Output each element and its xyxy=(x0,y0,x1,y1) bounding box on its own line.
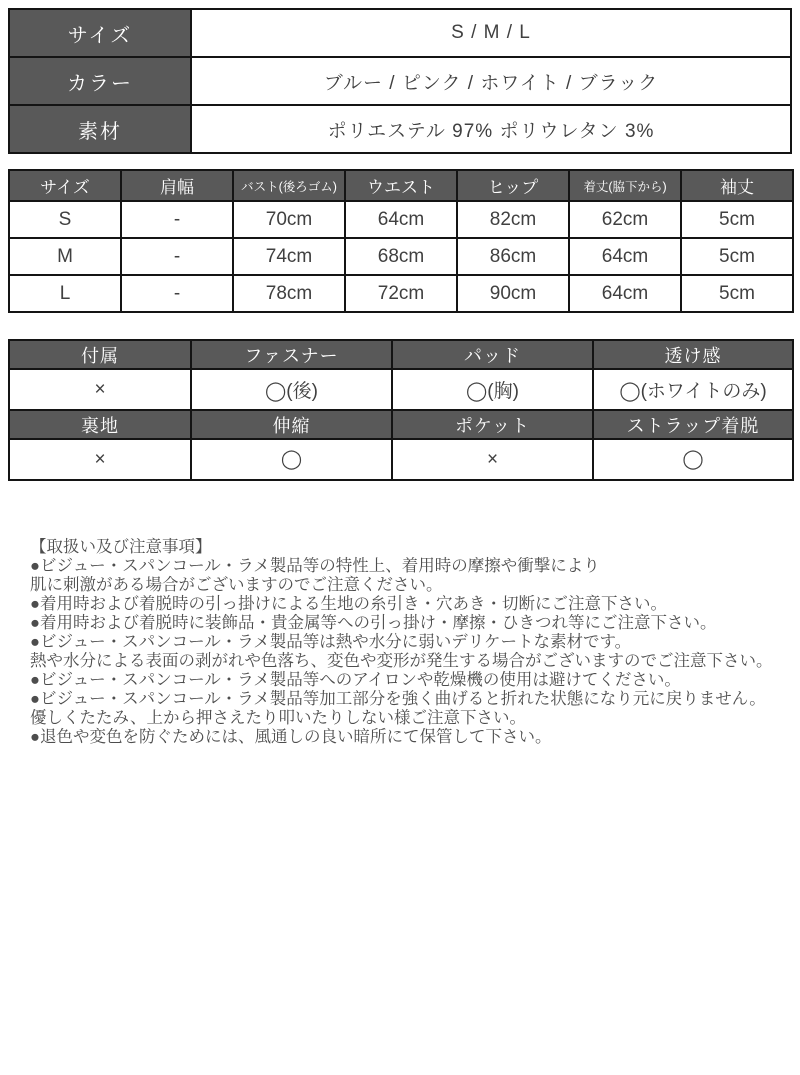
care-note-line: 肌に刺激がある場合がございますのでご注意ください。 xyxy=(30,576,443,594)
measurement-cell: 72cm xyxy=(345,275,457,312)
care-note-line: ●ビジュー・スパンコール・ラメ製品等の特性上、着用時の摩擦や衝撃により xyxy=(30,557,600,575)
feature-header-cell: パッド xyxy=(392,340,593,369)
measurement-cell: 64cm xyxy=(569,275,681,312)
measurement-cell: - xyxy=(121,201,233,238)
measurement-cell: 82cm xyxy=(457,201,569,238)
column-header-cell: ウエスト xyxy=(345,170,457,201)
features-value-row xyxy=(9,369,793,410)
feature-header-cell: ファスナー xyxy=(191,340,392,369)
care-note-line: ●ビジュー・スパンコール・ラメ製品等は熱や水分に弱いデリケートな素材です。 xyxy=(30,633,632,651)
feature-header-cell: 付属 xyxy=(9,340,191,369)
spec-label-cell: サイズ xyxy=(9,9,191,57)
care-note-line: ●着用時および着脱時の引っ掛けによる生地の糸引き・穴あき・切断にご注意下さい。 xyxy=(30,595,667,613)
features-header-row xyxy=(9,410,793,439)
measurement-cell: 90cm xyxy=(457,275,569,312)
care-notes xyxy=(30,538,800,747)
product-spec-page xyxy=(0,8,800,747)
measurement-cell: L xyxy=(9,275,121,312)
feature-value-cell: × xyxy=(392,439,593,480)
column-header-cell: 肩幅 xyxy=(121,170,233,201)
feature-value-cell: ◯(後) xyxy=(191,369,392,410)
measurement-cell: - xyxy=(121,275,233,312)
measurement-cell: M xyxy=(9,238,121,275)
feature-value-cell: ◯ xyxy=(191,439,392,480)
size-row-l xyxy=(9,275,793,312)
measurement-cell: 62cm xyxy=(569,201,681,238)
spec-value-cell: ブルー / ピンク / ホワイト / ブラック xyxy=(191,57,791,105)
features-value-row xyxy=(9,439,793,480)
features-header-row xyxy=(9,340,793,369)
feature-value-cell: × xyxy=(9,369,191,410)
feature-header-cell: ストラップ着脱 xyxy=(593,410,793,439)
column-header-cell: 着丈(脇下から) xyxy=(569,170,681,201)
measurement-cell: 5cm xyxy=(681,275,793,312)
care-note-line: 熱や水分による表面の剥がれや色落ち、変色や変形が発生する場合がございますのでご注意下さい。 xyxy=(30,652,773,670)
column-header-cell: バスト(後ろゴム) xyxy=(233,170,345,201)
measurement-cell: 5cm xyxy=(681,201,793,238)
column-header-cell: 袖丈 xyxy=(681,170,793,201)
measurement-cell: 64cm xyxy=(569,238,681,275)
spec-label-cell: カラー xyxy=(9,57,191,105)
feature-header-cell: 透け感 xyxy=(593,340,793,369)
measurement-cell: 86cm xyxy=(457,238,569,275)
measurement-cell: 74cm xyxy=(233,238,345,275)
feature-value-cell: ◯(ホワイトのみ) xyxy=(593,369,793,410)
feature-value-cell: ◯(胸) xyxy=(392,369,593,410)
measurement-cell: 5cm xyxy=(681,238,793,275)
features-table xyxy=(8,339,794,481)
measurement-cell: 68cm xyxy=(345,238,457,275)
feature-value-cell: × xyxy=(9,439,191,480)
feature-header-cell: ポケット xyxy=(392,410,593,439)
measurement-cell: S xyxy=(9,201,121,238)
feature-header-cell: 伸縮 xyxy=(191,410,392,439)
size-row-s xyxy=(9,201,793,238)
feature-value-cell: ◯ xyxy=(593,439,793,480)
column-header-cell: サイズ xyxy=(9,170,121,201)
care-note-line: 優しくたたみ、上から押さえたり叩いたりしない様ご注意下さい。 xyxy=(30,709,526,727)
spec-row xyxy=(9,57,791,105)
feature-header-cell: 裏地 xyxy=(9,410,191,439)
care-note-line: ●ビジュー・スパンコール・ラメ製品等へのアイロンや乾燥機の使用は避けてください。 xyxy=(30,671,681,689)
care-note-line: ●ビジュー・スパンコール・ラメ製品等加工部分を強く曲げると折れた状態になり元に戻りません。 xyxy=(30,690,766,708)
spec-value-cell: S / M / L xyxy=(191,9,791,57)
spec-row xyxy=(9,105,791,153)
measurement-cell: - xyxy=(121,238,233,275)
care-note-line: ●退色や変色を防ぐためには、風通しの良い暗所にて保管して下さい。 xyxy=(30,728,552,746)
measurements-header-row xyxy=(9,170,793,201)
column-header-cell: ヒップ xyxy=(457,170,569,201)
spec-value-cell: ポリエステル 97% ポリウレタン 3% xyxy=(191,105,791,153)
size-row-m xyxy=(9,238,793,275)
spec-row xyxy=(9,9,791,57)
care-notes-title: 【取扱い及び注意事項】 xyxy=(30,538,212,556)
spec-label-cell: 素材 xyxy=(9,105,191,153)
spec-table xyxy=(8,8,792,154)
measurement-cell: 70cm xyxy=(233,201,345,238)
measurements-table xyxy=(8,169,794,313)
measurement-cell: 64cm xyxy=(345,201,457,238)
measurement-cell: 78cm xyxy=(233,275,345,312)
care-note-line: ●着用時および着脱時に装飾品・貴金属等への引っ掛け・摩擦・ひきつれ等にご注意下さい。 xyxy=(30,614,717,632)
